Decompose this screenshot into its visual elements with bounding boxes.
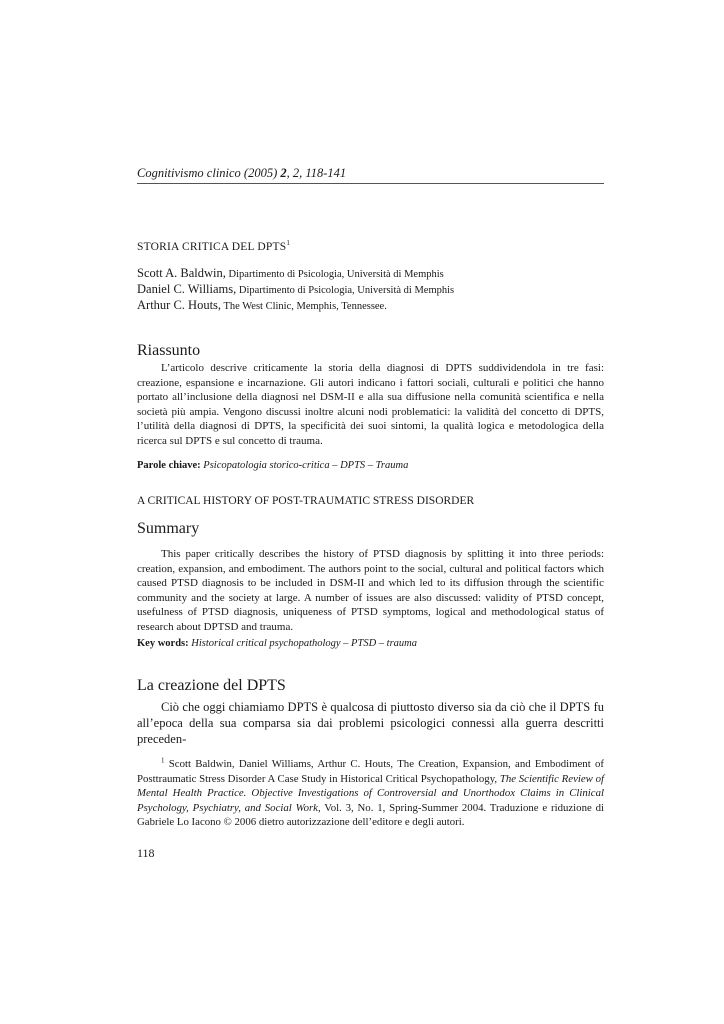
keywords-label: Key words: xyxy=(137,638,189,649)
summary-keywords xyxy=(137,638,417,649)
author-affiliation: Dipartimento di Psicologia, Università di Memphis xyxy=(225,269,444,280)
summary-text: This paper critically describes the history of PTSD diagnosis by splitting it into three periods: creation, expansion, and embodiment. The authors point to the social, cultural and political factors which caused PTSD diagnosis to be included in DSM-II and which led to its diffusion through the scientific community and the society at large. A number of issues are also discussed: validity of PTSD concept, usefulness of PTSD diagnosis, uniqueness of PTSD symptoms, logical and methodological status of research about DPTSD and trauma. xyxy=(137,548,604,633)
author-affiliation: Dipartimento di Psicologia, Università di Memphis xyxy=(236,285,455,296)
journal-header xyxy=(137,166,604,184)
author-affiliation: The West Clinic, Memphis, Tennessee. xyxy=(221,301,387,312)
footnote-mark: 1 xyxy=(161,756,165,765)
riassunto-heading: Riassunto xyxy=(137,342,201,359)
author-line xyxy=(137,266,454,282)
english-title: A CRITICAL HISTORY OF POST-TRAUMATIC STRESS DISORDER xyxy=(137,495,475,507)
article-title-text: STORIA CRITICA DEL DPTS xyxy=(137,241,287,253)
author-line xyxy=(137,282,454,298)
footnote-text: Scott Baldwin, Daniel Williams, Arthur C. Houts, The Creation, Expansion, and Embodiment of Posttraumatic Stress Disorder A Case Study in Historical Critical Psychopathology, xyxy=(137,758,604,785)
riassunto-keywords xyxy=(137,460,408,471)
footnote-text-tail: , Vol. 3, No. 1, Spring-Summer 2004. Traduzione e riduzione di Gabriele Lo Iacono © 2006 dietro autorizzazione dell’editore e degli autori. xyxy=(137,801,604,829)
section-heading: La creazione del DPTS xyxy=(137,677,286,694)
author-name: Daniel C. Williams, xyxy=(137,282,237,296)
section-text: Ciò che oggi chiamiamo DPTS è qualcosa di piuttosto diverso sia da ciò che il DPTS fu all’epoca della sua comparsa sia dai problemi psicologici connessi alla guerra descritti preceden- xyxy=(137,700,604,746)
author-list xyxy=(137,266,454,314)
title-footnote-mark: 1 xyxy=(286,239,291,248)
article-title xyxy=(137,241,290,253)
journal-volume: 2 xyxy=(280,166,287,180)
page-number: 118 xyxy=(137,846,155,860)
section-body xyxy=(137,699,604,747)
summary-abstract xyxy=(137,547,604,635)
riassunto-abstract xyxy=(137,361,604,449)
author-line xyxy=(137,298,454,314)
summary-heading: Summary xyxy=(137,520,200,537)
keywords-value: Psicopatologia storico-critica – DPTS – Trauma xyxy=(203,460,409,471)
keywords-value: Historical critical psychopathology – PTSD – trauma xyxy=(191,638,417,649)
author-name: Scott A. Baldwin, xyxy=(137,266,226,280)
footnote xyxy=(137,757,604,830)
keywords-label: Parole chiave: xyxy=(137,460,201,471)
riassunto-text: L’articolo descrive criticamente la storia della diagnosi di DPTS suddividendola in tre fasi: creazione, espansione e incarnazione. Gli autori indicano i fattori sociali, culturali e politici che hanno portato all’inclusione della diagnosi nel DSM-II e alla sua diffusione nella comunità scientifica e nella società più ampia. Vengono discussi inoltre alcuni nodi problematici: la validità del concetto di DPTS, l’utilità della diagnosi di DPTS, la specificità dei suoi sintomi, la qualità logica e metodologica della ricerca sul DPTS e sul concetto di trauma. xyxy=(137,362,604,447)
footnote-journal: The Scientific Review of Mental Health Practice. Objective Investigations of Controversial and Unorthodox Claims in Clinical Psychology, Psychiatry, and Social Work xyxy=(137,772,604,814)
author-name: Arthur C. Houts, xyxy=(137,298,222,312)
journal-issue-pages: , 2, 118-141 xyxy=(286,166,347,180)
journal-name: Cognitivismo clinico (2005) xyxy=(137,166,281,180)
